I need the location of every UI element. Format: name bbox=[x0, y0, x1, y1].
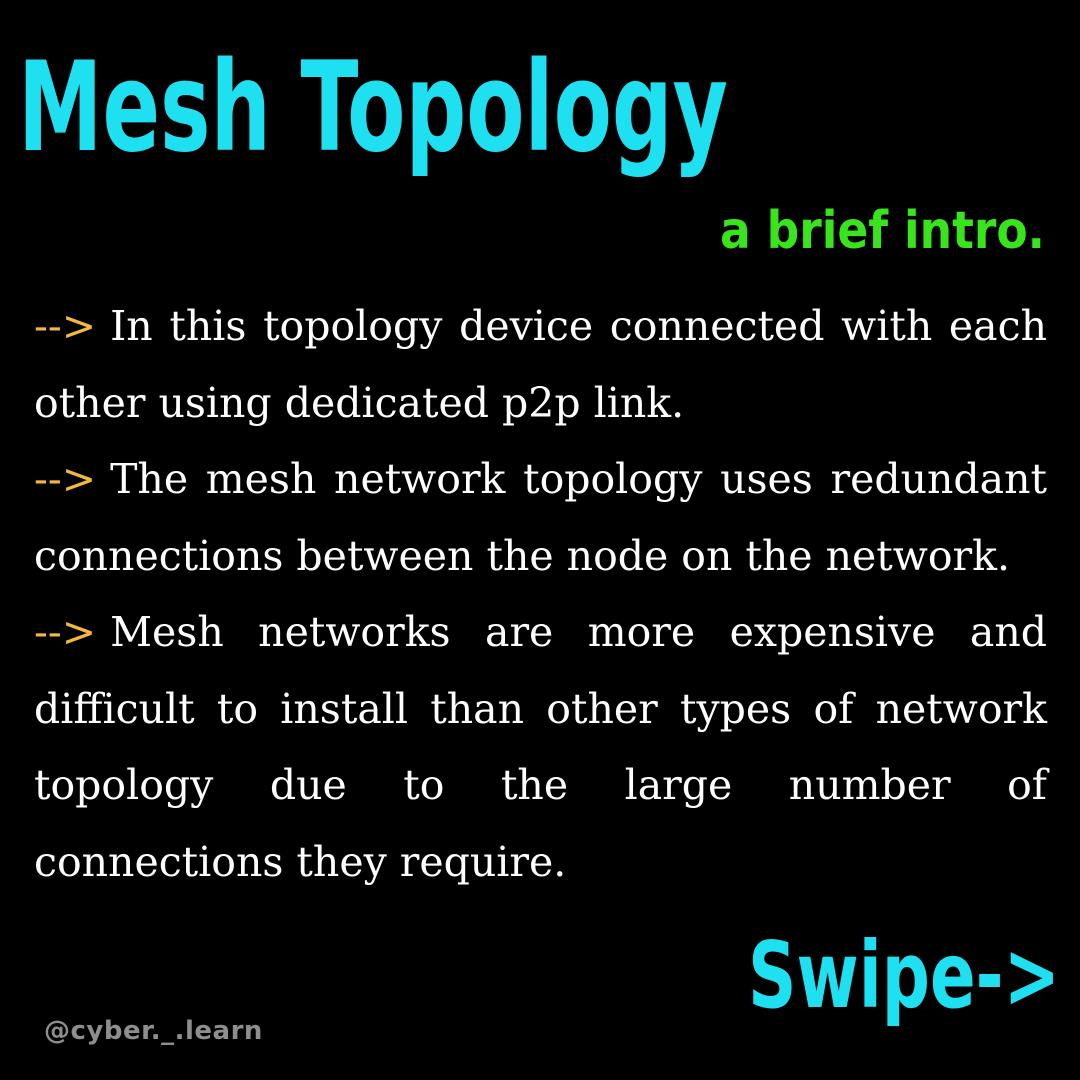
paragraph-3 bbox=[34, 594, 1047, 900]
subtitle bbox=[690, 190, 1060, 270]
page-title bbox=[14, 18, 774, 193]
account-handle: @cyber._.learn bbox=[44, 1016, 263, 1046]
bullet-arrow: --> bbox=[34, 302, 97, 350]
body-text bbox=[34, 288, 1047, 900]
swipe-prompt[interactable] bbox=[742, 905, 1072, 1045]
paragraph-text: The mesh network topology uses redundant connections between the node on the network. bbox=[34, 455, 1047, 580]
paragraph-1 bbox=[34, 288, 1047, 441]
bullet-arrow: --> bbox=[34, 455, 97, 503]
paragraph-text: Mesh networks are more expensive and difficult to install than other types of network topology due to the large number of connections they require. bbox=[34, 608, 1047, 886]
paragraph-text: In this topology device connected with each other using dedicated p2p link. bbox=[34, 302, 1047, 427]
page-title-text: Mesh Topology bbox=[18, 36, 728, 180]
swipe-prompt-text: Swipe-> bbox=[748, 922, 1060, 1029]
paragraph-2 bbox=[34, 441, 1047, 594]
bullet-arrow: --> bbox=[34, 608, 97, 656]
subtitle-text: a brief intro. bbox=[720, 201, 1045, 261]
